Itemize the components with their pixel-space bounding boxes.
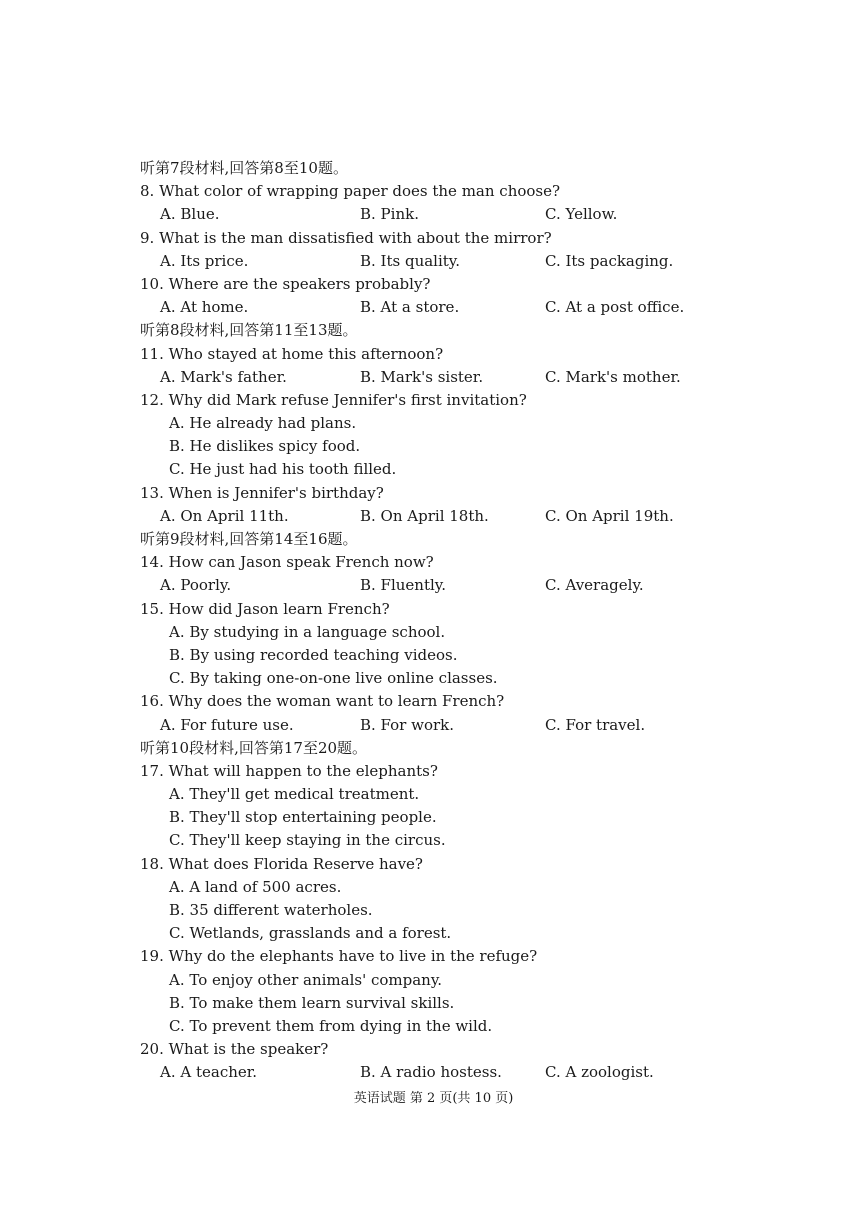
answer-option: C. Its packaging. <box>545 251 674 270</box>
answer-option: C. Wetlands, grasslands and a forest. <box>169 924 452 943</box>
answer-option: C. Mark's mother. <box>545 367 681 386</box>
answer-option: C. For travel. <box>545 715 646 734</box>
option-line <box>140 969 820 992</box>
answer-option: A. He already had plans. <box>169 414 357 433</box>
answer-option: B. At a store. <box>360 298 460 317</box>
answer-option: B. He dislikes spicy food. <box>169 437 361 456</box>
answer-option: A. To enjoy other animals' company. <box>169 970 443 989</box>
answer-option: A. At home. <box>160 298 249 317</box>
answer-option: C. Averagely. <box>545 576 644 595</box>
question-stem: 13. When is Jennifer's birthday? <box>140 483 384 502</box>
answer-option: A. Poorly. <box>160 576 232 595</box>
section-header: 听第9段材料,回答第14至16题。 <box>140 530 358 548</box>
question-stem: 15. How did Jason learn French? <box>140 599 390 618</box>
option-line <box>140 829 820 852</box>
option-line <box>140 667 820 690</box>
answer-option: C. On April 19th. <box>545 506 674 525</box>
option-line <box>140 783 820 806</box>
answer-option: C. They'll keep staying in the circus. <box>169 831 446 850</box>
answer-option: A. Blue. <box>160 205 220 224</box>
answer-option: A. Its price. <box>160 251 249 270</box>
answer-option: C. By taking one-on-one live online classes. <box>169 669 498 688</box>
answer-option: A. Mark's father. <box>160 367 287 386</box>
answer-option: B. On April 18th. <box>360 506 489 525</box>
option-row <box>140 574 820 597</box>
option-line <box>140 458 820 481</box>
option-line <box>140 621 820 644</box>
question-stem: 8. What color of wrapping paper does the man choose? <box>140 182 561 201</box>
answer-option: C. Yellow. <box>545 205 618 224</box>
answer-option: B. They'll stop entertaining people. <box>169 808 437 827</box>
question-stem: 18. What does Florida Reserve have? <box>140 854 423 873</box>
question-stem: 16. Why does the woman want to learn French? <box>140 692 505 711</box>
answer-option: C. To prevent them from dying in the wild. <box>169 1016 493 1035</box>
answer-option: A. On April 11th. <box>160 506 289 525</box>
answer-option: A. For future use. <box>160 715 294 734</box>
option-line <box>140 806 820 829</box>
answer-option: A. A teacher. <box>160 1063 258 1082</box>
answer-option: B. 35 different waterholes. <box>169 901 373 919</box>
question-stem: 17. What will happen to the elephants? <box>140 761 438 780</box>
section-header: 听第7段材料,回答第8至10题。 <box>140 159 348 177</box>
question-stem: 11. Who stayed at home this afternoon? <box>140 344 444 363</box>
question-stem: 9. What is the man dissatisfied with about the mirror? <box>140 228 552 247</box>
option-row <box>140 366 820 389</box>
answer-option: B. By using recorded teaching videos. <box>169 645 458 664</box>
answer-option: B. Fluently. <box>360 576 447 595</box>
option-row <box>140 203 820 226</box>
option-line <box>140 876 820 899</box>
answer-option: B. Its quality. <box>360 251 461 270</box>
option-row <box>140 714 820 737</box>
answer-option: B. A radio hostess. <box>360 1063 502 1082</box>
option-row <box>140 250 820 273</box>
answer-option: B. Mark's sister. <box>360 367 484 386</box>
exam-content <box>140 157 820 1085</box>
option-line <box>140 644 820 667</box>
answer-option: B. To make them learn survival skills. <box>169 993 455 1012</box>
answer-option: A. By studying in a language school. <box>169 622 446 641</box>
answer-option: C. A zoologist. <box>545 1063 654 1082</box>
option-line <box>140 899 820 922</box>
answer-option: B. For work. <box>360 715 455 734</box>
page-footer: 英语试题 第 2 页(共 10 页) <box>353 1091 514 1106</box>
option-row <box>140 505 820 528</box>
option-line <box>140 992 820 1015</box>
answer-option: A. They'll get medical treatment. <box>169 785 420 804</box>
question-stem: 12. Why did Mark refuse Jennifer's first invitation? <box>140 390 527 409</box>
question-stem: 20. What is the speaker? <box>140 1040 329 1059</box>
answer-option: C. He just had his tooth filled. <box>169 460 397 479</box>
section-header: 听第10段材料,回答第17至20题。 <box>140 738 368 757</box>
question-stem: 14. How can Jason speak French now? <box>140 553 434 572</box>
question-stem: 10. Where are the speakers probably? <box>140 274 431 293</box>
option-line <box>140 922 820 945</box>
answer-option: A. A land of 500 acres. <box>169 877 342 896</box>
option-line <box>140 1015 820 1038</box>
option-line <box>140 412 820 435</box>
option-row <box>140 1061 820 1084</box>
answer-option: B. Pink. <box>360 205 419 224</box>
option-row <box>140 296 820 319</box>
question-stem: 19. Why do the elephants have to live in the refuge? <box>140 947 538 966</box>
answer-option: C. At a post office. <box>545 298 685 317</box>
section-header: 听第8段材料,回答第11至13题。 <box>140 321 358 340</box>
option-line <box>140 435 820 458</box>
